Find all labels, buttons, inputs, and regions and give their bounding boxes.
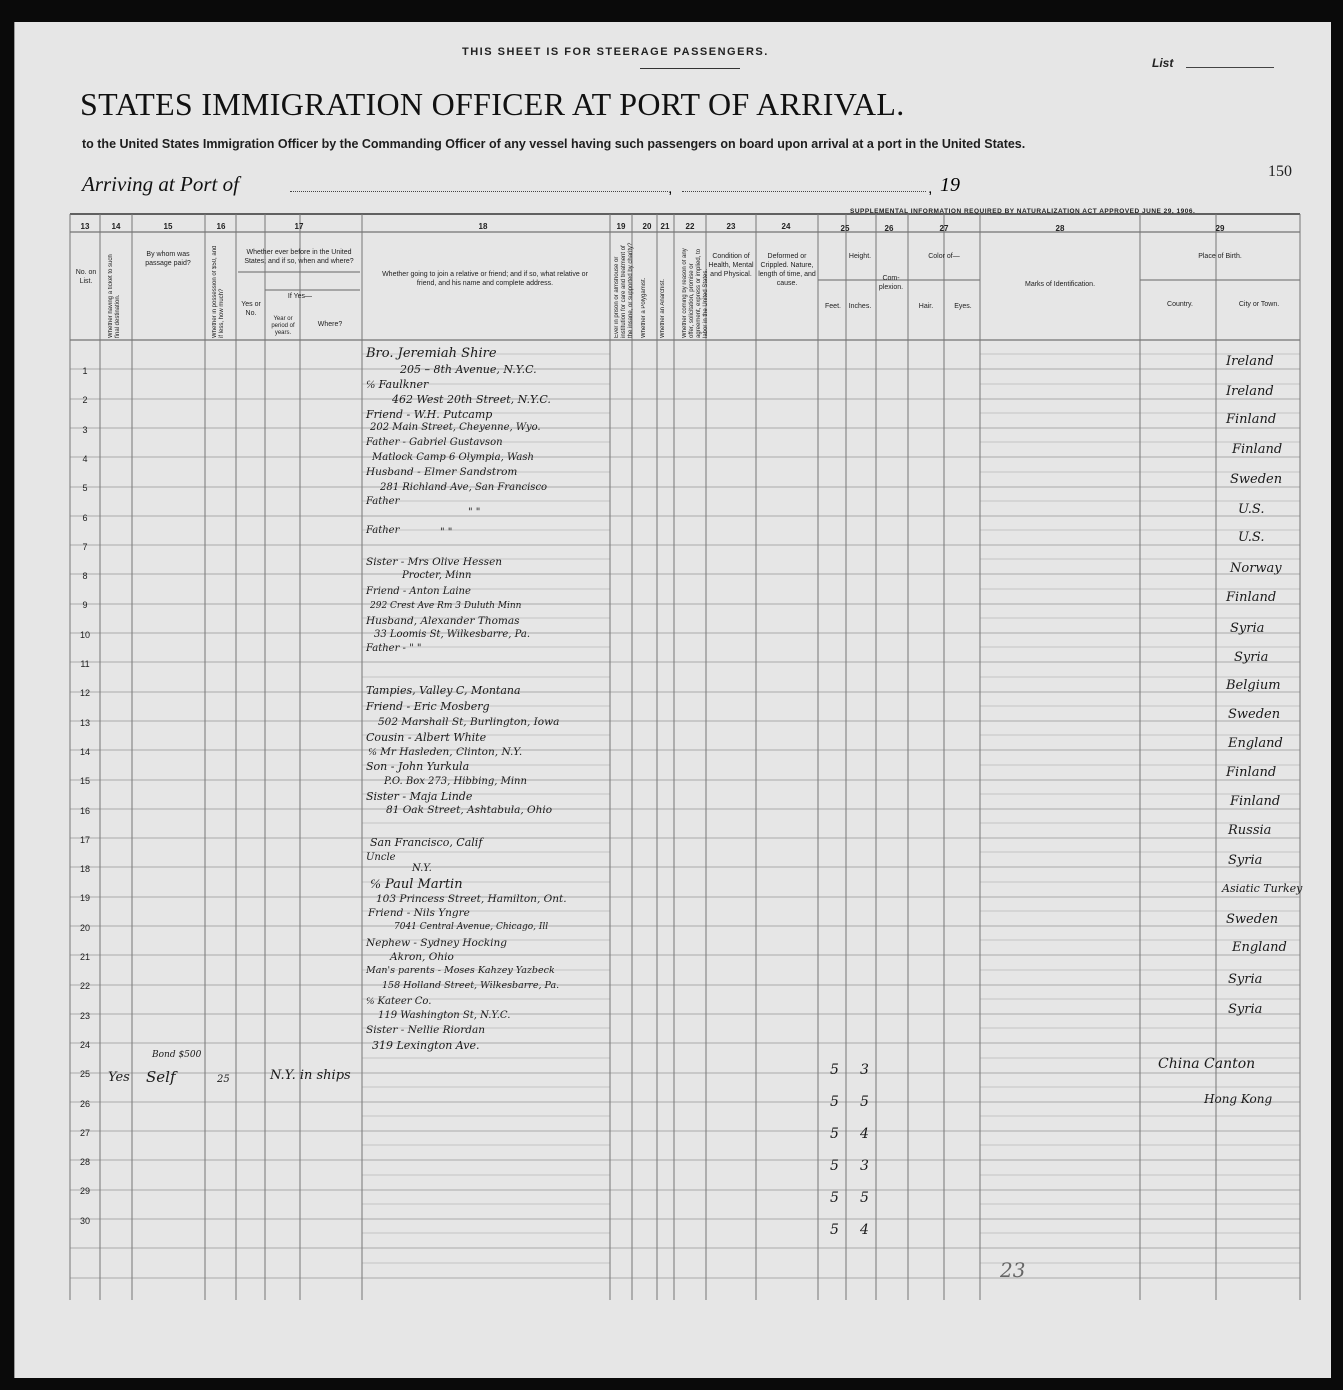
row-number: 8 xyxy=(82,571,88,581)
col-head-height: Height. xyxy=(848,253,872,260)
date-line xyxy=(682,190,926,192)
address-line: N.Y. xyxy=(412,863,432,874)
row-number: 22 xyxy=(79,981,90,991)
year-prefix: 19 xyxy=(940,174,960,196)
birth-city: U.S. xyxy=(1238,502,1265,517)
col-head-labor: Whether coming by reason of any offer, solicitation, promise or agreement, express or implied, to labor in the United States. xyxy=(682,248,709,338)
col-num-26: 26 xyxy=(884,224,894,233)
col-head-passage-paid: By whom was passage paid? xyxy=(145,251,191,267)
address-line: Husband, Alexander Thomas xyxy=(366,615,520,627)
row-number: 10 xyxy=(79,630,90,640)
row-number: 3 xyxy=(82,425,88,435)
row-number: 12 xyxy=(79,688,90,698)
col-head-hair: Hair. xyxy=(918,303,934,310)
port-comma: , xyxy=(668,180,673,197)
address-line: 281 Richland Ave, San Francisco xyxy=(380,482,548,493)
col-head-no-on-list: No. on List. xyxy=(75,269,97,285)
birth-city: Russia xyxy=(1228,823,1272,838)
date-comma: , xyxy=(928,180,933,197)
height-inches: 5 xyxy=(860,1190,869,1206)
col-num-18: 18 xyxy=(478,222,488,231)
paid-by-value: Self xyxy=(146,1068,176,1086)
row-number: 30 xyxy=(79,1216,90,1226)
row-number: 7 xyxy=(82,542,88,552)
col-head-complexion: Com- plexion. xyxy=(878,275,904,291)
col-head-relative: Whether going to join a relative or friend; and if so, what relative or friend, and his name and complete address. xyxy=(382,271,588,287)
row-number: 9 xyxy=(82,600,88,610)
row-number: 4 xyxy=(82,454,88,464)
row-number: 5 xyxy=(82,483,88,493)
row-number: 17 xyxy=(79,835,90,845)
row-number: 25 xyxy=(79,1069,90,1079)
birth-city: Syria xyxy=(1228,853,1263,868)
birth-city: England xyxy=(1232,940,1287,955)
birth-city: Finland xyxy=(1226,590,1277,605)
col-num-17: 17 xyxy=(294,222,304,231)
row-number: 29 xyxy=(79,1186,90,1196)
birth-city: U.S. xyxy=(1238,530,1265,545)
col-num-24: 24 xyxy=(781,222,791,231)
row-number: 18 xyxy=(79,864,90,874)
row-number: 2 xyxy=(82,395,88,405)
height-feet: 5 xyxy=(830,1126,839,1142)
birth-city: Asiatic Turkey xyxy=(1222,882,1303,895)
col-num-13: 13 xyxy=(80,222,90,231)
col-head-ticket: Whether having a ticket to such final destination. xyxy=(108,254,121,338)
address-line: Father xyxy=(366,496,400,507)
address-line: Sister - Nellie Riordan xyxy=(366,1024,485,1036)
address-line: San Francisco, Calif xyxy=(370,836,483,849)
col-head-yes-no: Yes or No. xyxy=(241,301,261,317)
row-number: 20 xyxy=(79,923,90,933)
birth-place: China Canton xyxy=(1158,1056,1256,1072)
height-inches: 5 xyxy=(860,1094,869,1110)
birth-city: Syria xyxy=(1228,1002,1263,1017)
birth-city: Ireland xyxy=(1226,354,1274,369)
col-head-anarchist: Whether an Anarchist. xyxy=(660,278,666,338)
row-number: 24 xyxy=(79,1040,90,1050)
height-feet: 5 xyxy=(830,1158,839,1174)
col-num-20: 20 xyxy=(642,222,652,231)
where-value: N.Y. in ships xyxy=(270,1068,351,1083)
address-line: Friend - Anton Laine xyxy=(366,586,471,597)
address-line: 103 Princess Street, Hamilton, Ont. xyxy=(376,893,567,905)
col-head-place-of-birth: Place of Birth. xyxy=(1198,253,1242,260)
address-line: P.O. Box 273, Hibbing, Minn xyxy=(384,776,527,787)
row-number: 28 xyxy=(79,1157,90,1167)
address-line: ℅ Kateer Co. xyxy=(366,996,432,1007)
height-inches: 4 xyxy=(860,1126,869,1142)
height-inches: 3 xyxy=(860,1062,869,1078)
col-head-prison: Ever in prison or almshouse or institution for care and treatment of the insane, or supported by charity? xyxy=(614,242,634,338)
birth-city: Syria xyxy=(1228,972,1263,987)
supplemental-note: SUPPLEMENTAL INFORMATION REQUIRED BY NATURALIZATION ACT APPROVED JUNE 29, 1906. xyxy=(850,208,1196,215)
row-number: 27 xyxy=(79,1128,90,1138)
birth-city: Sweden xyxy=(1230,472,1283,487)
money-value: 25 xyxy=(217,1074,230,1085)
col-head-deformed: Deformed or Crippled. Nature, length of time, and cause. xyxy=(758,253,816,287)
address-line: Sister - Mrs Olive Hessen xyxy=(366,556,503,568)
height-inches: 4 xyxy=(860,1222,869,1238)
notice-underline xyxy=(640,68,740,69)
col-num-23: 23 xyxy=(726,222,736,231)
list-label: List xyxy=(1152,56,1174,70)
col-head-city: City or Town. xyxy=(1238,301,1280,308)
birth-city: Finland xyxy=(1226,765,1277,780)
row-number: 15 xyxy=(79,776,90,786)
birth-city: Ireland xyxy=(1226,384,1274,399)
col-head-year-period: Year or period of years. xyxy=(271,316,295,336)
address-line: Nephew - Sydney Hocking xyxy=(366,937,507,949)
sheet-number: 150 xyxy=(1268,163,1292,180)
address-line: " " xyxy=(468,507,481,518)
row-number: 14 xyxy=(79,747,90,757)
height-feet: 5 xyxy=(830,1094,839,1110)
address-line: 502 Marshall St, Burlington, Iowa xyxy=(378,716,560,728)
col-num-27: 27 xyxy=(939,224,949,233)
height-inches: 3 xyxy=(860,1158,869,1174)
row-number: 11 xyxy=(80,659,90,669)
height-feet: 5 xyxy=(830,1190,839,1206)
row-number: 23 xyxy=(79,1011,90,1021)
height-feet: 5 xyxy=(830,1222,839,1238)
birth-city: Syria xyxy=(1234,650,1269,665)
address-line: Man's parents - Moses Kahzey Yazbeck xyxy=(366,965,555,976)
birth-city: England xyxy=(1228,736,1283,751)
col-head-color-of: Color of— xyxy=(928,253,960,260)
form-subtitle: to the United States Immigration Officer by the Commanding Officer of any vessel having such passengers on board upon arrival at a port in the United States. xyxy=(82,137,1026,151)
row-number: 21 xyxy=(79,952,90,962)
col-head-eyes: Eyes. xyxy=(954,303,972,310)
ticket-value: Yes xyxy=(108,1070,130,1085)
arriving-at-port-label: Arriving at Port of xyxy=(82,172,239,196)
paid-by-note: Bond $500 xyxy=(152,1050,202,1060)
address-line: Matlock Camp 6 Olympia, Wash xyxy=(372,452,534,463)
col-num-22: 22 xyxy=(685,222,695,231)
list-number-line xyxy=(1186,67,1274,68)
col-head-ever-before: Whether ever before in the United States; and if so, when and where? xyxy=(244,249,354,265)
birth-city: Syria xyxy=(1230,621,1265,636)
address-line: 202 Main Street, Cheyenne, Wyo. xyxy=(370,422,541,433)
address-line: 81 Oak Street, Ashtabula, Ohio xyxy=(386,804,553,816)
form-title: STATES IMMIGRATION OFFICER AT PORT OF ARRIVAL. xyxy=(80,86,905,122)
address-line: Sister - Maja Linde xyxy=(366,790,473,803)
address-line: 319 Lexington Ave. xyxy=(372,1039,480,1052)
col-num-16: 16 xyxy=(216,222,226,231)
row-number: 19 xyxy=(79,893,90,903)
col-head-marks: Marks of Identification. xyxy=(1024,281,1096,288)
address-line: 462 West 20th Street, N.Y.C. xyxy=(392,393,551,406)
col-head-feet: Feet. xyxy=(825,303,841,310)
address-line: 33 Loomis St, Wilkesbarre, Pa. xyxy=(374,629,531,640)
steerage-notice: THIS SHEET IS FOR STEERAGE PASSENGERS. xyxy=(462,46,769,58)
address-line: Father - " " xyxy=(366,643,422,654)
address-line: Father - Gabriel Gustavson xyxy=(366,437,503,448)
col-head-condition: Condition of Health, Mental and Physical. xyxy=(708,253,754,278)
col-head-if-yes: If Yes— xyxy=(287,293,313,300)
address-line: Uncle xyxy=(366,852,396,863)
address-line: 158 Holland Street, Wilkesbarre, Pa. xyxy=(382,980,560,991)
birth-city: Norway xyxy=(1230,561,1282,576)
address-line: Cousin - Albert White xyxy=(366,731,487,744)
birth-city: Finland xyxy=(1230,794,1281,809)
stamp-mark: 23 xyxy=(1000,1258,1026,1282)
col-num-25: 25 xyxy=(840,224,850,233)
birth-city: Finland xyxy=(1226,412,1277,427)
birth-city: Sweden xyxy=(1228,707,1281,722)
address-line: 292 Crest Ave Rm 3 Duluth Minn xyxy=(370,601,522,611)
address-line: Friend - W.H. Putcamp xyxy=(366,408,493,421)
col-num-15: 15 xyxy=(163,222,173,231)
col-head-country: Country. xyxy=(1167,301,1193,308)
row-number: 1 xyxy=(82,366,88,376)
address-line: ℅ Mr Hasleden, Clinton, N.Y. xyxy=(368,746,523,758)
height-feet: 5 xyxy=(830,1062,839,1078)
address-line: Friend - Nils Yngre xyxy=(368,907,470,919)
col-num-29: 29 xyxy=(1215,224,1225,233)
row-number: 16 xyxy=(79,806,90,816)
col-head-inches: Inches. xyxy=(848,303,872,310)
col-head-money: Whether in possession of $50, and if less, how much? xyxy=(212,245,225,338)
address-line: 205 – 8th Avenue, N.Y.C. xyxy=(400,363,537,376)
address-line: ℅ Paul Martin xyxy=(370,877,463,892)
row-number: 13 xyxy=(79,718,90,728)
address-line: 7041 Central Avenue, Chicago, Ill xyxy=(394,922,549,932)
address-line: Akron, Ohio xyxy=(390,951,454,963)
row-number: 6 xyxy=(82,513,88,523)
address-line: " " xyxy=(440,527,453,538)
address-line: Father xyxy=(366,525,400,536)
col-num-28: 28 xyxy=(1055,224,1065,233)
address-line: 119 Washington St, N.Y.C. xyxy=(378,1010,511,1021)
port-line xyxy=(290,190,668,192)
birth-city: Finland xyxy=(1232,442,1283,457)
col-num-14: 14 xyxy=(111,222,121,231)
col-head-where: Where? xyxy=(317,321,343,328)
col-num-19: 19 xyxy=(616,222,626,231)
row-number: 26 xyxy=(79,1099,90,1109)
address-line: Husband - Elmer Sandstrom xyxy=(366,466,518,478)
address-line: Tampies, Valley C, Montana xyxy=(366,684,521,697)
address-line: ℅ Faulkner xyxy=(366,378,429,391)
col-head-polygamist: Whether a Polygamist. xyxy=(641,277,647,338)
birth-city: Sweden xyxy=(1226,912,1279,927)
address-line: Procter, Minn xyxy=(402,570,472,581)
birth-city: Hong Kong xyxy=(1204,1092,1273,1106)
birth-city: Belgium xyxy=(1226,678,1281,693)
address-line: Friend - Eric Mosberg xyxy=(366,700,490,713)
address-line: Son - John Yurkula xyxy=(366,760,470,773)
col-num-21: 21 xyxy=(660,222,670,231)
address-line: Bro. Jeremiah Shire xyxy=(366,346,497,361)
